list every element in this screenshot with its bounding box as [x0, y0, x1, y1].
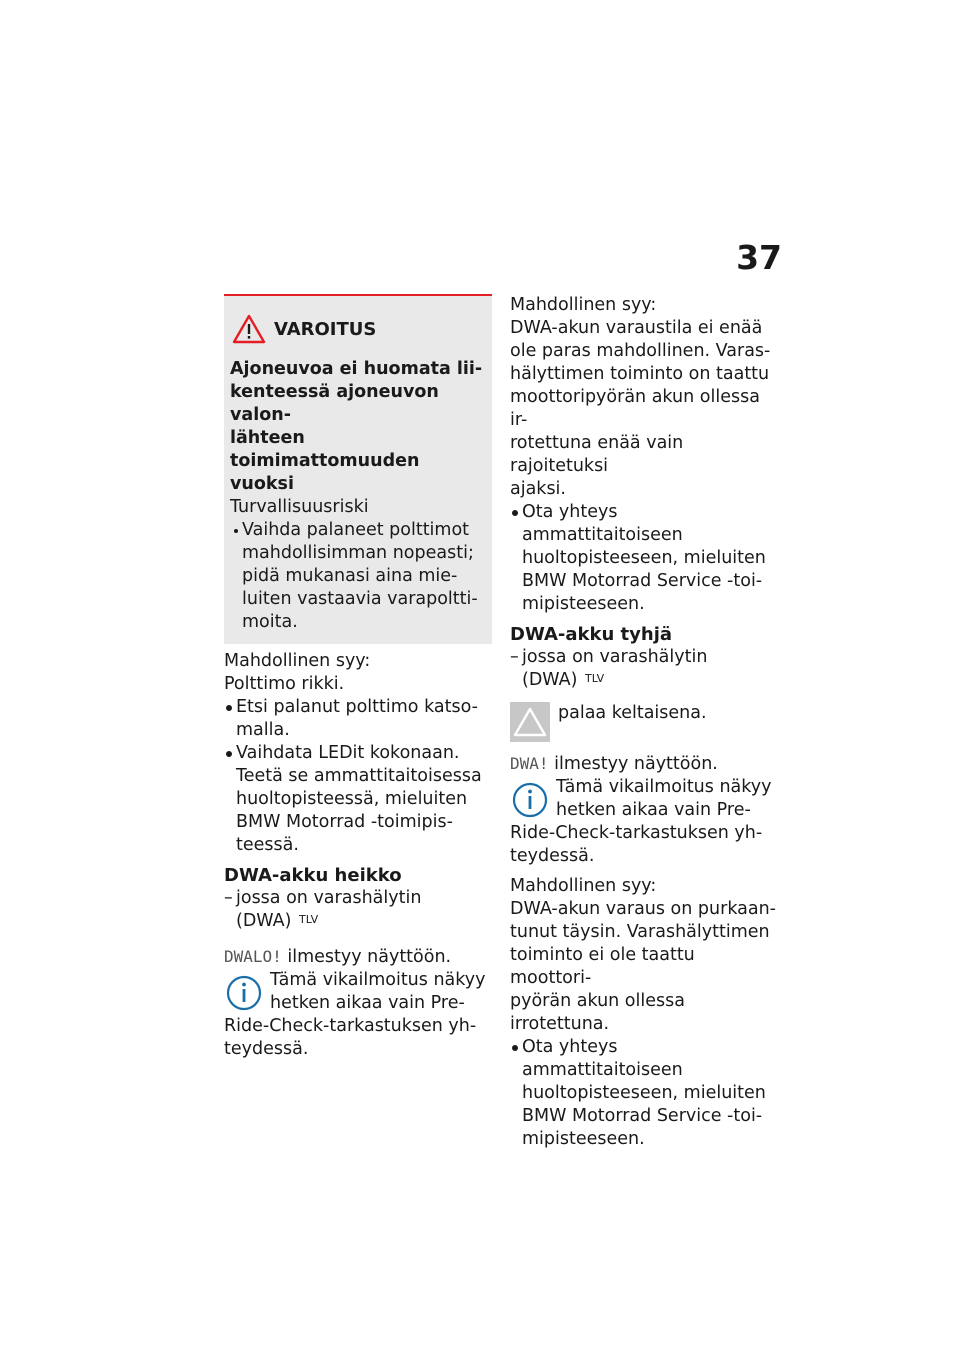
info-line: Tämä vikailmoitus näkyy	[270, 970, 486, 990]
info-line: hetken aikaa vain Pre-	[270, 993, 465, 1013]
page-number: 37	[736, 238, 782, 277]
warning-triangle-icon	[232, 314, 266, 344]
warning-title-line: lähteen toimimattomuuden	[230, 428, 420, 471]
cause-label: Mahdollinen syy:	[224, 651, 371, 671]
warning-bullet-line: pidä mukanasi aina mie-	[242, 566, 458, 586]
section-heading: DWA-akku heikko	[224, 865, 402, 886]
cause-text	[510, 898, 778, 1036]
cause-label: Mahdollinen syy:	[510, 876, 657, 896]
condition-text: (DWA)	[522, 670, 578, 690]
display-text: ilmestyy näyttöön.	[548, 754, 718, 774]
warning-bullet-line: moita.	[242, 612, 298, 632]
condition-text: – jossa on varashälytin	[236, 888, 422, 908]
action-bullet	[224, 742, 492, 857]
bullet-line: Etsi palanut polttimo katso-	[236, 697, 478, 717]
info-line: teydessä.	[510, 846, 595, 866]
bullet-line: huoltopisteeseen, mieluiten	[522, 548, 766, 568]
display-message	[510, 752, 778, 776]
section-heading: DWA-akku tyhjä	[510, 624, 673, 645]
cause-line: DWA-akun varaus on purkaan-	[510, 899, 776, 919]
display-message	[224, 945, 492, 969]
cause-line: moottoripyörän akun ollessa ir-	[510, 387, 760, 430]
warning-bullet-line: luiten vastaavia varapoltti-	[242, 589, 478, 609]
cause-line: rotettuna enää vain rajoitetuksi	[510, 433, 684, 476]
info-note	[224, 969, 492, 1061]
bullet-line: Ota yhteys ammattitaitoiseen	[522, 1037, 683, 1080]
superscript-tag: TLV	[299, 913, 319, 926]
bullet-line: BMW Motorrad -toimipis-	[236, 812, 453, 832]
warning-header	[230, 314, 486, 344]
condition-text: (DWA)	[236, 911, 292, 931]
bullet-line: huoltopisteessä, mieluiten	[236, 789, 468, 809]
bullet-line: mipisteeseen.	[522, 1129, 645, 1149]
warning-risk: Turvallisuusriski	[230, 497, 369, 517]
warning-light-icon	[510, 702, 550, 742]
right-column	[510, 294, 778, 1151]
cause-text	[510, 317, 778, 501]
info-line: teydessä.	[224, 1039, 309, 1059]
info-line: Ride-Check-tarkastuksen yh-	[510, 823, 763, 843]
warning-title-line: kenteessä ajoneuvon valon-	[230, 382, 439, 425]
cause-label: Mahdollinen syy:	[510, 295, 657, 315]
bullet-line: BMW Motorrad Service -toi-	[522, 571, 763, 591]
superscript-tag: TLV	[585, 672, 605, 685]
condition-line	[510, 646, 778, 692]
cause-line: ajaksi.	[510, 479, 566, 499]
warning-label: VAROITUS	[274, 318, 377, 340]
cause-text: Polttimo rikki.	[224, 674, 345, 694]
bullet-line: Vaihdata LEDit kokonaan.	[236, 743, 460, 763]
display-text: ilmestyy näyttöön.	[281, 947, 452, 967]
info-icon	[510, 780, 550, 820]
warning-title	[230, 358, 486, 496]
action-bullet	[224, 696, 492, 742]
warning-bullet-line: Vaihda palaneet polttimot	[242, 520, 470, 540]
info-line: Tämä vikailmoitus näkyy	[556, 777, 772, 797]
condition-text: – jossa on varashälytin	[522, 647, 708, 667]
bullet-line: huoltopisteeseen, mieluiten	[522, 1083, 766, 1103]
bullet-line: Teetä se ammattitaitoisessa	[236, 766, 482, 786]
warning-title-line: Ajoneuvoa ei huomata lii-	[230, 359, 483, 379]
info-icon	[224, 973, 264, 1013]
action-bullet	[510, 1036, 778, 1151]
display-code: DWALO!	[224, 947, 282, 966]
display-code: DWA!	[510, 754, 549, 773]
action-bullet	[510, 501, 778, 616]
info-line: Ride-Check-tarkastuksen yh-	[224, 1016, 477, 1036]
cause-line: pyörän akun ollessa irrotettuna.	[510, 991, 685, 1034]
bullet-line: mipisteeseen.	[522, 594, 645, 614]
warning-box	[224, 294, 492, 644]
info-note	[510, 776, 778, 868]
left-column	[224, 294, 492, 1061]
cause-line: toiminto ei ole taattu moottori-	[510, 945, 695, 988]
warning-bullet-line: mahdollisimman nopeasti;	[242, 543, 474, 563]
bullet-line: Ota yhteys ammattitaitoiseen	[522, 502, 683, 545]
warning-bullet	[230, 519, 486, 634]
cause-line: tunut täysin. Varashälyttimen	[510, 922, 770, 942]
warning-title-line: vuoksi	[230, 474, 294, 494]
bullet-line: malla.	[236, 720, 290, 740]
bullet-line: teessä.	[236, 835, 299, 855]
info-line: hetken aikaa vain Pre-	[556, 800, 751, 820]
condition-line	[224, 887, 492, 933]
warning-light-note	[510, 702, 778, 742]
warning-light-text: palaa keltaisena.	[558, 703, 707, 723]
bullet-line: BMW Motorrad Service -toi-	[522, 1106, 763, 1126]
cause-line: DWA-akun varaustila ei enää	[510, 318, 763, 338]
cause-line: hälyttimen toiminto on taattu	[510, 364, 770, 384]
cause-line: ole paras mahdollinen. Varas-	[510, 341, 771, 361]
